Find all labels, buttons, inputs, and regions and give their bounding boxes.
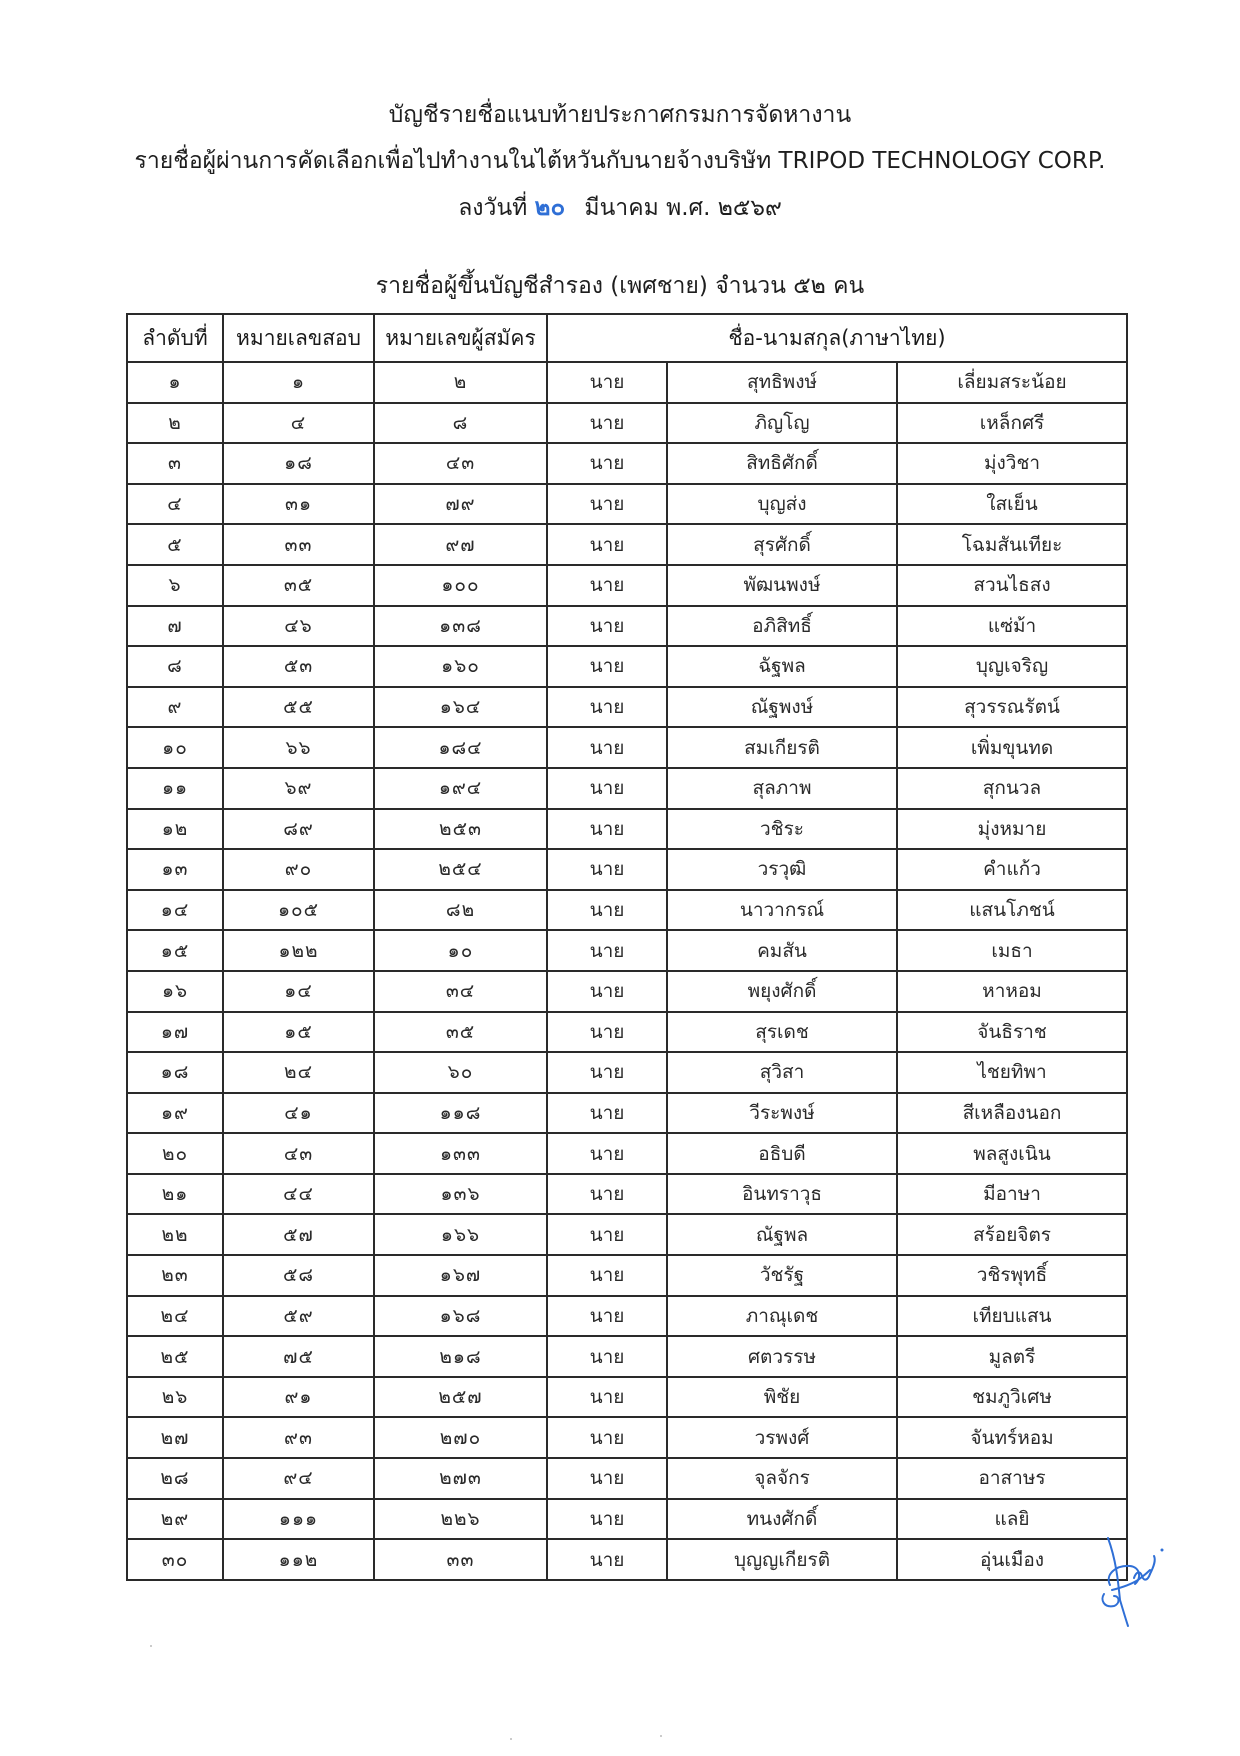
cell-first-name: ศตวรรษ [667, 1336, 897, 1377]
table-row [127, 971, 1127, 1012]
cell-first-name: พยุงศักดิ์ [667, 971, 897, 1012]
cell-first-name: สุรเดช [667, 1012, 897, 1053]
cell-first-name: ณัฐพล [667, 1214, 897, 1255]
date-month-year: มีนาคม พ.ศ. ๒๕๖๙ [584, 195, 782, 221]
cell-applicant-no: ๒๗๐ [374, 1417, 547, 1458]
cell-first-name: บุญส่ง [667, 484, 897, 525]
table-row [127, 1417, 1127, 1458]
cell-first-name: จุลจักร [667, 1458, 897, 1499]
cell-first-name: สุรศักดิ์ [667, 524, 897, 565]
table-row [127, 687, 1127, 728]
table-row [127, 1336, 1127, 1377]
column-header-order: ลำดับที่ [127, 314, 223, 362]
cell-title: นาย [547, 1377, 667, 1418]
table-row [127, 930, 1127, 971]
table-row [127, 1214, 1127, 1255]
cell-first-name: ณัฐพงษ์ [667, 687, 897, 728]
column-header-exam-no: หมายเลขสอบ [223, 314, 374, 362]
cell-title: นาย [547, 1296, 667, 1337]
cell-exam-no: ๔๓ [223, 1133, 374, 1174]
table-row [127, 1133, 1127, 1174]
cell-last-name: วชิรพุทธิ์ [897, 1255, 1127, 1296]
cell-last-name: เพิ่มขุนทด [897, 727, 1127, 768]
cell-order: ๒๖ [127, 1377, 223, 1418]
cell-last-name: คำแก้ว [897, 849, 1127, 890]
table-row [127, 890, 1127, 931]
cell-last-name: บุญเจริญ [897, 646, 1127, 687]
cell-first-name: ทนงศักดิ์ [667, 1499, 897, 1540]
cell-order: ๒๐ [127, 1133, 223, 1174]
cell-last-name: สวนไธสง [897, 565, 1127, 606]
cell-exam-no: ๙๐ [223, 849, 374, 890]
cell-last-name: อุ่นเมือง [897, 1539, 1127, 1580]
table-row [127, 727, 1127, 768]
cell-order: ๓๐ [127, 1539, 223, 1580]
list-heading: รายชื่อผู้ขึ้นบัญชีสำรอง (เพศชาย) จำนวน ๕๒ คน [375, 273, 865, 299]
cell-title: นาย [547, 524, 667, 565]
reserve-list-table [126, 313, 1128, 1581]
cell-last-name: เทียบแสน [897, 1296, 1127, 1337]
cell-last-name: ใสเย็น [897, 484, 1127, 525]
table-row [127, 606, 1127, 647]
cell-first-name: บุญญเกียรติ [667, 1539, 897, 1580]
table-row [127, 1458, 1127, 1499]
cell-applicant-no: ๘ [374, 403, 547, 444]
cell-last-name: ชมภูวิเศษ [897, 1377, 1127, 1418]
table-row [127, 484, 1127, 525]
cell-applicant-no: ๑๖๔ [374, 687, 547, 728]
cell-applicant-no: ๖๐ [374, 1052, 547, 1093]
cell-applicant-no: ๒๕๔ [374, 849, 547, 890]
cell-last-name: ไชยทิพา [897, 1052, 1127, 1093]
cell-applicant-no: ๓๓ [374, 1539, 547, 1580]
cell-first-name: ภาณุเดช [667, 1296, 897, 1337]
cell-order: ๙ [127, 687, 223, 728]
cell-applicant-no: ๒๕๗ [374, 1377, 547, 1418]
cell-title: นาย [547, 362, 667, 403]
document-subtitle-company: รายชื่อผู้ผ่านการคัดเลือกเพื่อไปทำงานในไต้หวันกับนายจ้างบริษัท TRIPOD TECHNOLOGY CORP. [134, 148, 1106, 174]
scan-speck [510, 1738, 512, 1740]
cell-order: ๑๙ [127, 1093, 223, 1134]
table-row [127, 362, 1127, 403]
cell-exam-no: ๘๙ [223, 809, 374, 850]
cell-title: นาย [547, 1458, 667, 1499]
cell-last-name: สุวรรณรัตน์ [897, 687, 1127, 728]
cell-first-name: สุทธิพงษ์ [667, 362, 897, 403]
cell-order: ๓ [127, 443, 223, 484]
cell-first-name: วชิระ [667, 809, 897, 850]
scan-speck [150, 1645, 152, 1647]
cell-title: นาย [547, 1052, 667, 1093]
table-row [127, 1539, 1127, 1580]
table-row [127, 1093, 1127, 1134]
cell-order: ๒๗ [127, 1417, 223, 1458]
cell-title: นาย [547, 1539, 667, 1580]
cell-order: ๒๘ [127, 1458, 223, 1499]
cell-applicant-no: ๒๗๓ [374, 1458, 547, 1499]
column-header-applicant-no: หมายเลขผู้สมัคร [374, 314, 547, 362]
cell-first-name: ภิญโญ [667, 403, 897, 444]
cell-exam-no: ๓๑ [223, 484, 374, 525]
cell-applicant-no: ๑๙๔ [374, 768, 547, 809]
cell-first-name: พิชัย [667, 1377, 897, 1418]
cell-applicant-no: ๑๖๘ [374, 1296, 547, 1337]
table-header-row [127, 314, 1127, 362]
cell-exam-no: ๑๒๒ [223, 930, 374, 971]
cell-applicant-no: ๑๑๘ [374, 1093, 547, 1134]
cell-exam-no: ๔ [223, 403, 374, 444]
cell-title: นาย [547, 727, 667, 768]
cell-order: ๑๓ [127, 849, 223, 890]
date-day-handwritten: ๒๐ [534, 193, 566, 221]
cell-last-name: เมธา [897, 930, 1127, 971]
cell-last-name: หาหอม [897, 971, 1127, 1012]
cell-title: นาย [547, 1336, 667, 1377]
cell-order: ๑๕ [127, 930, 223, 971]
cell-title: นาย [547, 768, 667, 809]
cell-title: นาย [547, 484, 667, 525]
cell-first-name: วรวุฒิ [667, 849, 897, 890]
cell-last-name: แสนโภชน์ [897, 890, 1127, 931]
cell-last-name: เหล็กศรี [897, 403, 1127, 444]
cell-title: นาย [547, 930, 667, 971]
table-row [127, 565, 1127, 606]
cell-order: ๑๘ [127, 1052, 223, 1093]
cell-exam-no: ๑๕ [223, 1012, 374, 1053]
table-row [127, 849, 1127, 890]
cell-title: นาย [547, 403, 667, 444]
cell-exam-no: ๑ [223, 362, 374, 403]
cell-order: ๕ [127, 524, 223, 565]
cell-exam-no: ๕๗ [223, 1214, 374, 1255]
cell-order: ๑๑ [127, 768, 223, 809]
cell-applicant-no: ๑๓๓ [374, 1133, 547, 1174]
cell-order: ๑๗ [127, 1012, 223, 1053]
cell-applicant-no: ๗๙ [374, 484, 547, 525]
table-row [127, 646, 1127, 687]
date-prefix: ลงวันที่ [458, 195, 528, 221]
cell-applicant-no: ๓๔ [374, 971, 547, 1012]
cell-order: ๒ [127, 403, 223, 444]
cell-applicant-no: ๓๕ [374, 1012, 547, 1053]
table-row [127, 524, 1127, 565]
cell-title: นาย [547, 1214, 667, 1255]
cell-first-name: อินทราวุธ [667, 1174, 897, 1215]
table-row [127, 809, 1127, 850]
cell-title: นาย [547, 565, 667, 606]
cell-order: ๘ [127, 646, 223, 687]
cell-exam-no: ๔๑ [223, 1093, 374, 1134]
scan-speck [660, 1735, 662, 1737]
cell-exam-no: ๖๙ [223, 768, 374, 809]
cell-title: นาย [547, 1174, 667, 1215]
cell-title: นาย [547, 646, 667, 687]
cell-first-name: อธิบดี [667, 1133, 897, 1174]
cell-last-name: มูลตรี [897, 1336, 1127, 1377]
cell-first-name: อภิสิทธิ์ [667, 606, 897, 647]
cell-exam-no: ๑๐๕ [223, 890, 374, 931]
cell-first-name: คมสัน [667, 930, 897, 971]
cell-first-name: วัชรัฐ [667, 1255, 897, 1296]
cell-title: นาย [547, 1417, 667, 1458]
cell-exam-no: ๔๖ [223, 606, 374, 647]
cell-exam-no: ๕๘ [223, 1255, 374, 1296]
cell-title: นาย [547, 1133, 667, 1174]
cell-exam-no: ๑๑๒ [223, 1539, 374, 1580]
cell-first-name: สุวิสา [667, 1052, 897, 1093]
document-date-line [0, 192, 1240, 223]
table-row [127, 1052, 1127, 1093]
cell-order: ๑๔ [127, 890, 223, 931]
cell-exam-no: ๗๕ [223, 1336, 374, 1377]
table-body [127, 362, 1127, 1580]
table-row [127, 1174, 1127, 1215]
table-row [127, 403, 1127, 444]
cell-last-name: อาสาษร [897, 1458, 1127, 1499]
table-row [127, 1377, 1127, 1418]
cell-last-name: โฉมสันเทียะ [897, 524, 1127, 565]
table-row [127, 1255, 1127, 1296]
cell-order: ๔ [127, 484, 223, 525]
table-row [127, 1499, 1127, 1540]
cell-first-name: ฉัฐพล [667, 646, 897, 687]
cell-applicant-no: ๔๓ [374, 443, 547, 484]
cell-order: ๒๕ [127, 1336, 223, 1377]
cell-exam-no: ๙๓ [223, 1417, 374, 1458]
cell-first-name: สิทธิศักดิ์ [667, 443, 897, 484]
cell-applicant-no: ๑๓๖ [374, 1174, 547, 1215]
cell-order: ๒๔ [127, 1296, 223, 1337]
cell-title: นาย [547, 1499, 667, 1540]
cell-applicant-no: ๙๗ [374, 524, 547, 565]
document-title: บัญชีรายชื่อแนบท้ายประกาศกรมการจัดหางาน [388, 102, 852, 128]
cell-exam-no: ๙๔ [223, 1458, 374, 1499]
cell-exam-no: ๔๔ [223, 1174, 374, 1215]
cell-first-name: นาวากรณ์ [667, 890, 897, 931]
column-header-full-name: ชื่อ-นามสกุล(ภาษาไทย) [547, 314, 1127, 362]
cell-order: ๒๙ [127, 1499, 223, 1540]
table-row [127, 1296, 1127, 1337]
cell-order: ๗ [127, 606, 223, 647]
cell-last-name: มีอาษา [897, 1174, 1127, 1215]
cell-last-name: สุกนวล [897, 768, 1127, 809]
cell-applicant-no: ๒๕๓ [374, 809, 547, 850]
cell-applicant-no: ๘๒ [374, 890, 547, 931]
table-row [127, 1012, 1127, 1053]
cell-title: นาย [547, 443, 667, 484]
cell-last-name: พลสูงเนิน [897, 1133, 1127, 1174]
cell-exam-no: ๑๘ [223, 443, 374, 484]
cell-applicant-no: ๑๖๐ [374, 646, 547, 687]
cell-title: นาย [547, 687, 667, 728]
cell-order: ๑ [127, 362, 223, 403]
cell-last-name: จันทร์หอม [897, 1417, 1127, 1458]
cell-title: นาย [547, 1255, 667, 1296]
cell-title: นาย [547, 971, 667, 1012]
cell-exam-no: ๑๑๑ [223, 1499, 374, 1540]
cell-last-name: มุ่งหมาย [897, 809, 1127, 850]
cell-applicant-no: ๒ [374, 362, 547, 403]
cell-exam-no: ๒๔ [223, 1052, 374, 1093]
cell-title: นาย [547, 1012, 667, 1053]
cell-order: ๑๐ [127, 727, 223, 768]
cell-exam-no: ๑๔ [223, 971, 374, 1012]
cell-order: ๒๑ [127, 1174, 223, 1215]
cell-last-name: แซ่ม้า [897, 606, 1127, 647]
cell-exam-no: ๕๕ [223, 687, 374, 728]
cell-title: นาย [547, 890, 667, 931]
cell-applicant-no: ๑๐ [374, 930, 547, 971]
cell-exam-no: ๓๕ [223, 565, 374, 606]
cell-applicant-no: ๒๒๖ [374, 1499, 547, 1540]
cell-applicant-no: ๑๖๖ [374, 1214, 547, 1255]
cell-order: ๖ [127, 565, 223, 606]
cell-last-name: แลยิ [897, 1499, 1127, 1540]
cell-first-name: สมเกียรติ [667, 727, 897, 768]
cell-applicant-no: ๑๓๘ [374, 606, 547, 647]
cell-first-name: สุลภาพ [667, 768, 897, 809]
cell-exam-no: ๙๑ [223, 1377, 374, 1418]
cell-applicant-no: ๑๐๐ [374, 565, 547, 606]
cell-exam-no: ๕๓ [223, 646, 374, 687]
cell-applicant-no: ๑๘๔ [374, 727, 547, 768]
cell-applicant-no: ๑๖๗ [374, 1255, 547, 1296]
cell-title: นาย [547, 849, 667, 890]
cell-exam-no: ๖๖ [223, 727, 374, 768]
signature-initials-icon [1090, 1530, 1180, 1630]
cell-last-name: มุ่งวิชา [897, 443, 1127, 484]
cell-title: นาย [547, 1093, 667, 1134]
cell-applicant-no: ๒๑๘ [374, 1336, 547, 1377]
cell-order: ๑๒ [127, 809, 223, 850]
cell-last-name: สร้อยจิตร [897, 1214, 1127, 1255]
cell-order: ๒๒ [127, 1214, 223, 1255]
cell-first-name: วรพงศ์ [667, 1417, 897, 1458]
cell-exam-no: ๕๙ [223, 1296, 374, 1337]
cell-first-name: วีระพงษ์ [667, 1093, 897, 1134]
table-row [127, 768, 1127, 809]
cell-title: นาย [547, 809, 667, 850]
cell-order: ๑๖ [127, 971, 223, 1012]
cell-last-name: จันธิราช [897, 1012, 1127, 1053]
cell-first-name: พัฒนพงษ์ [667, 565, 897, 606]
cell-exam-no: ๓๓ [223, 524, 374, 565]
cell-last-name: เลี่ยมสระน้อย [897, 362, 1127, 403]
cell-title: นาย [547, 606, 667, 647]
table-row [127, 443, 1127, 484]
cell-last-name: สีเหลืองนอก [897, 1093, 1127, 1134]
cell-order: ๒๓ [127, 1255, 223, 1296]
